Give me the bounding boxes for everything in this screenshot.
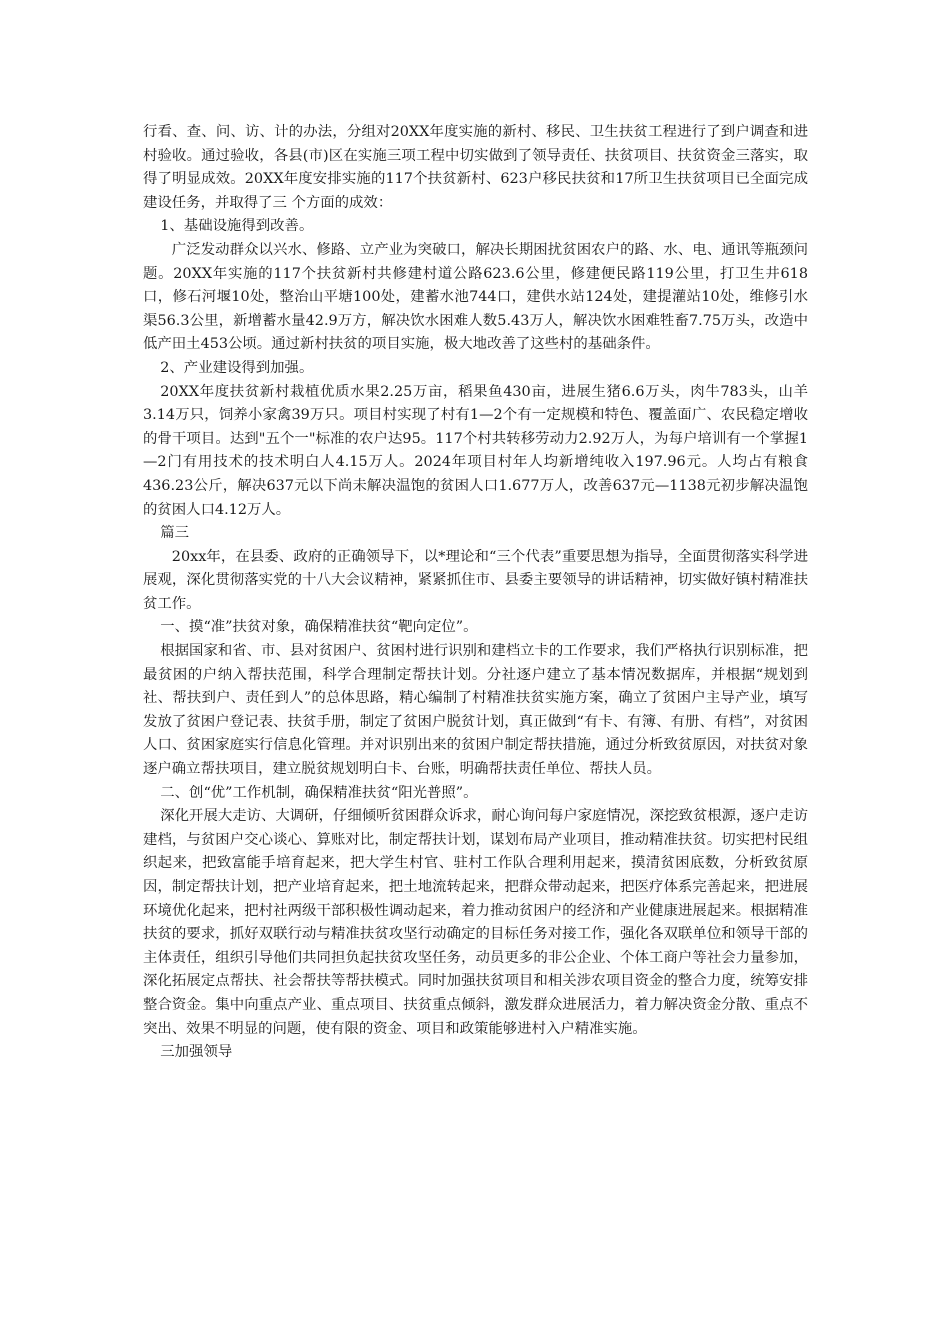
paragraph-industry: 20XX年度扶贫新村栽植优质水果2.25万亩，稻果鱼430亩，进展生猪6.6万头，肉牛783头，山羊3.14万只，饲养小家禽39万只。项目村实现了村有1—2个有一定规模和特色、覆盖面广、农民稳定增收的骨干项目。达到"五个一"标准的农户达95。117个村共转移劳动力2.92万人，为每户培训有一个掌握1—2门有用技术的技术明白人4.15万人。2024年项目村年人均新增纯收入197.96元。人均占有粮食436.23公斤，解决637元以下尚未解决温饱的贫困人口1.677万人，改善637元—1138元初步解决温饱的贫困人口4.12万人。 bbox=[143, 383, 808, 518]
paragraph-part-three-intro: 20xx年，在县委、政府的正确领导下，以*理论和“三个代表”重要思想为指导，全面贯彻落实科学进展观，深化贯彻落实党的十八大会议精神，紧紧抓住市、县委主要领导的讲话精神，切实做好镇村精准扶贫工作。 bbox=[143, 548, 808, 612]
heading-infrastructure: 1、基础设施得到改善。 bbox=[160, 218, 314, 235]
paragraph-mechanism: 深化开展大走访、大调研，仔细倾听贫困群众诉求，耐心询问每户家庭情况，深挖致贫根源，逐户走访建档，与贫困户交心谈心、算账对比，制定帮扶计划，谋划布局产业项目，推动精准扶贫。切实把村民组织起来，把致富能手培育起来，把大学生村官、驻村工作队合理利用起来，摸清贫困底数，分析致贫原因，制定帮扶计划，把产业培育起来，把土地流转起来，把群众带动起来，把医疗体系完善起来，把进展环境优化起来，把村社两级干部积极性调动起来，着力推动贫困户的经济和产业健康进展起来。根据精准扶贫的要求，抓好双联行动与精准扶贫攻坚行动确定的目标任务对接工作，强化各双联单位和领导干部的主体责任，组织引导他们共同担负起扶贫攻坚任务，动员更多的非公企业、个体工商户等社会力量参加，深化拓展定点帮扶、社会帮扶等帮扶模式。同时加强扶贫项目和相关涉农项目资金的整合力度，统筹安排整合资金。集中向重点产业、重点项目、扶贫重点倾斜，激发群众进展活力，着力解决资金分散、重点不突出、效果不明显的问题，使有限的资金、项目和政策能够进村入户精准实施。 bbox=[143, 808, 808, 1037]
paragraph-target: 根据国家和省、市、县对贫困户、贫困村进行识别和建档立卡的工作要求，我们严格执行识别标准，把最贫困的户纳入帮扶范围，科学合理制定帮扶计划。分社逐户建立了基本情况数据库，并根据“规划到社、帮扶到户、责任到人”的总体思路，精心编制了村精准扶贫实施方案，确立了贫困户主导产业，填写发放了贫困户登记表、扶贫手册，制定了贫困户脱贫计划，真正做到“有卡、有簿、有册、有档”，对贫困人口、贫困家庭实行信息化管理。并对识别出来的贫困户制定帮扶措施，通过分析致贫原因，对扶贫对象逐户确立帮扶项目，建立脱贫规划明白卡、台账，明确帮扶责任单位、帮扶人员。 bbox=[143, 643, 808, 778]
document-page bbox=[143, 121, 808, 1065]
heading-leadership: 三加强领导 bbox=[160, 1044, 233, 1061]
heading-part-three: 篇三 bbox=[160, 525, 190, 542]
paragraph-infrastructure: 广泛发动群众以兴水、修路、立产业为突破口，解决长期困扰贫困农户的路、水、电、通讯等瓶颈问题。20XX年实施的117个扶贫新村共修建村道公路623.6公里，修建便民路119公里，打卫生井618口，修石河堰10处，整治山平塘100处，建蓄水池744口，建供水站124处，建提灌站10处，维修引水渠56.3公里，新增蓄水量42.9万方，解决饮水困难人数5.43万人，解决饮水困难牲畜7.75万头，改造中低产田土453公顷。通过新村扶贫的项目实施，极大地改善了这些村的基础条件。 bbox=[143, 241, 808, 353]
paragraph-intro: 行看、查、问、访、计的办法，分组对20XX年度实施的新村、移民、卫生扶贫工程进行了到户调查和进村验收。通过验收，各县(市)区在实施三项工程中切实做到了领导责任、扶贫项目、扶贫资金三落实，取得了明显成效。20XX年度安排实施的117个扶贫新村、623户移民扶贫和17所卫生扶贫项目已全面完成建设任务，并取得了三 个方面的成效： bbox=[143, 124, 808, 211]
heading-mechanism: 二、创“优”工作机制，确保精准扶贫“阳光普照”。 bbox=[160, 784, 478, 801]
heading-target: 一、摸“准”扶贫对象，确保精准扶贫“靶向定位”。 bbox=[160, 619, 478, 636]
heading-industry: 2、产业建设得到加强。 bbox=[160, 359, 314, 376]
